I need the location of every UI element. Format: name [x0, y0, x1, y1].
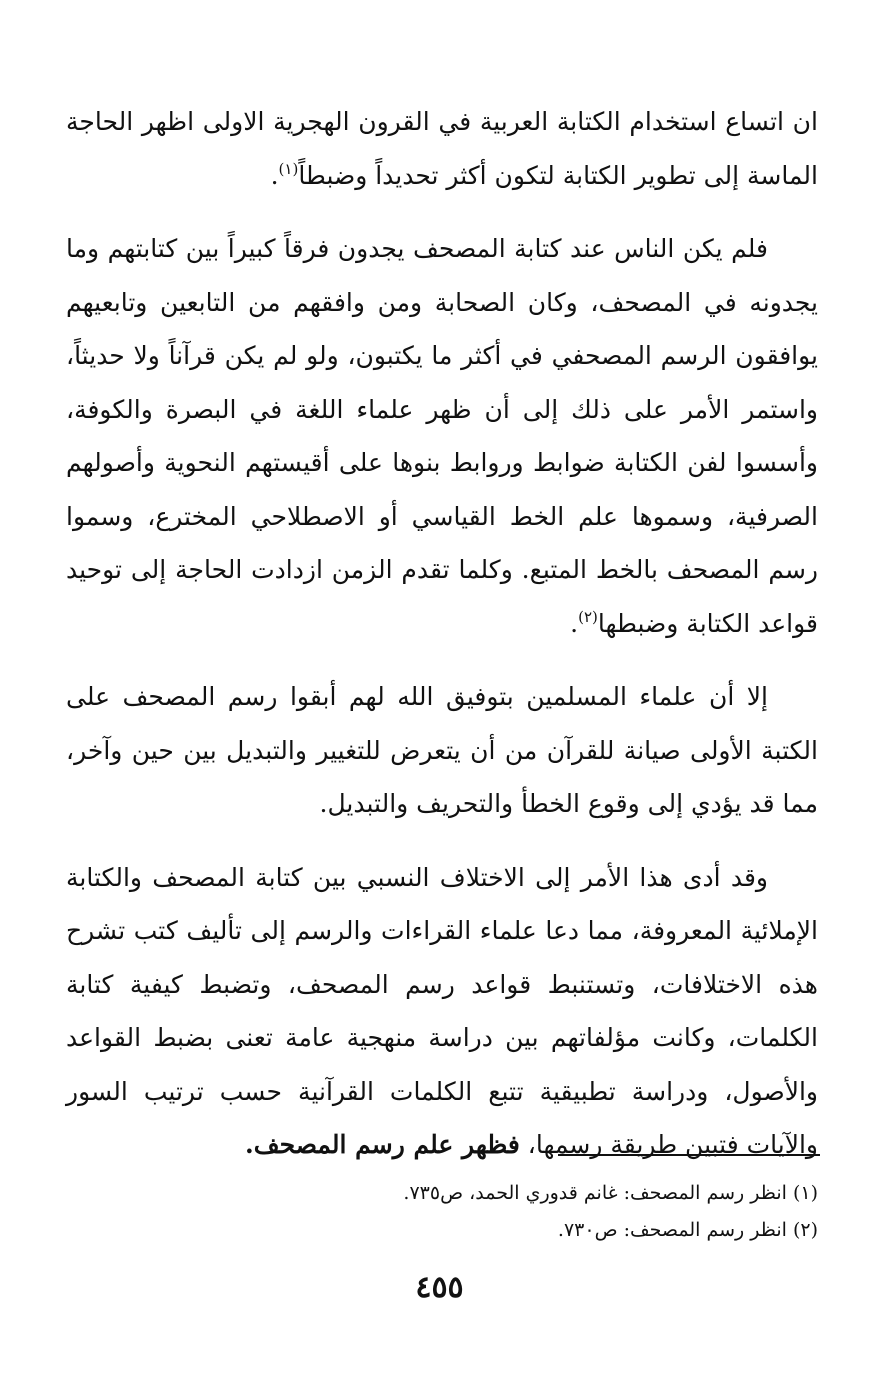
paragraph-1-tail: .	[270, 160, 279, 190]
paragraph-4-text: وقد أدى هذا الأمر إلى الاختلاف النسبي بين كتابة المصحف والكتابة الإملائية المعروفة، مما دعا علماء القراءات والرسم إلى تأليف كتب تشرح هذه الاختلافات، وتستنبط قواعد رسم المصحف، وتضبط كيفية كتابة الكلمات، وكانت مؤلفاتهم بين دراسة منهجية عامة تعنى بضبط القواعد والأصول، ودراسة تطبيقية تتبع الكلمات القرآنية حسب ترتيب السور والآيات فتبين طريقة رسمها،	[66, 862, 818, 1159]
footnote-1: (١) انظر رسم المصحف: غانم قدوري الحمد، ص٧٣٥.	[403, 1182, 818, 1204]
paragraph-1	[66, 95, 818, 202]
paragraph-3	[66, 670, 818, 831]
paragraph-4-bold-conclusion: فظهر علم رسم المصحف.	[245, 1130, 520, 1159]
paragraph-2-text: فلم يكن الناس عند كتابة المصحف يجدون فرقاً كبيراً بين كتابتهم وما يجدونه في المصحف، وكان الصحابة ومن وافقهم من التابعين وتابعيهم يوافقون الرسم المصحفي في أكثر ما يكتبون، ولو لم يكن قرآناً ولا حديثاً، واستمر الأمر على ذلك إلى أن ظهر علماء اللغة في البصرة والكوفة، وأسسوا لفن الكتابة ضوابط وروابط بنوها على أقيستهم النحوية وأصولهم الصرفية، وسموها علم الخط القياسي أو الاصطلاحي المخترع، وسموا رسم المصحف بالخط المتبع. وكلما تقدم الزمن ازدادت الحاجة إلى توحيد قواعد الكتابة وضبطها	[66, 234, 818, 638]
body-text	[66, 95, 818, 1172]
footnote-2: (٢) انظر رسم المصحف: ص٧٣٠.	[557, 1219, 818, 1241]
footnote-ref-1: (١)	[278, 159, 299, 178]
footnote-ref-2: (٢)	[578, 607, 598, 626]
footnotes	[66, 1175, 818, 1249]
paragraph-3-text: إلا أن علماء المسلمين بتوفيق الله لهم أبقوا رسم المصحف على الكتبة الأولى صيانة للقرآن من أن يتعرض للتغيير والتبديل بين حين وآخر، مما قد يؤدي إلى وقوع الخطأ والتحريف والتبديل.	[66, 682, 818, 818]
paragraph-2-tail: .	[570, 608, 579, 638]
page-number: ٤٥٥	[415, 1270, 464, 1305]
paragraph-1-text: ان اتساع استخدام الكتابة العربية في القرون الهجرية الاولى اظهر الحاجة الماسة إلى تطوير الكتابة لتكون أكثر تحديداً وضبطاً	[66, 107, 818, 190]
paragraph-2	[66, 222, 818, 650]
footnote-divider	[558, 1154, 820, 1156]
paragraph-4	[66, 851, 818, 1172]
